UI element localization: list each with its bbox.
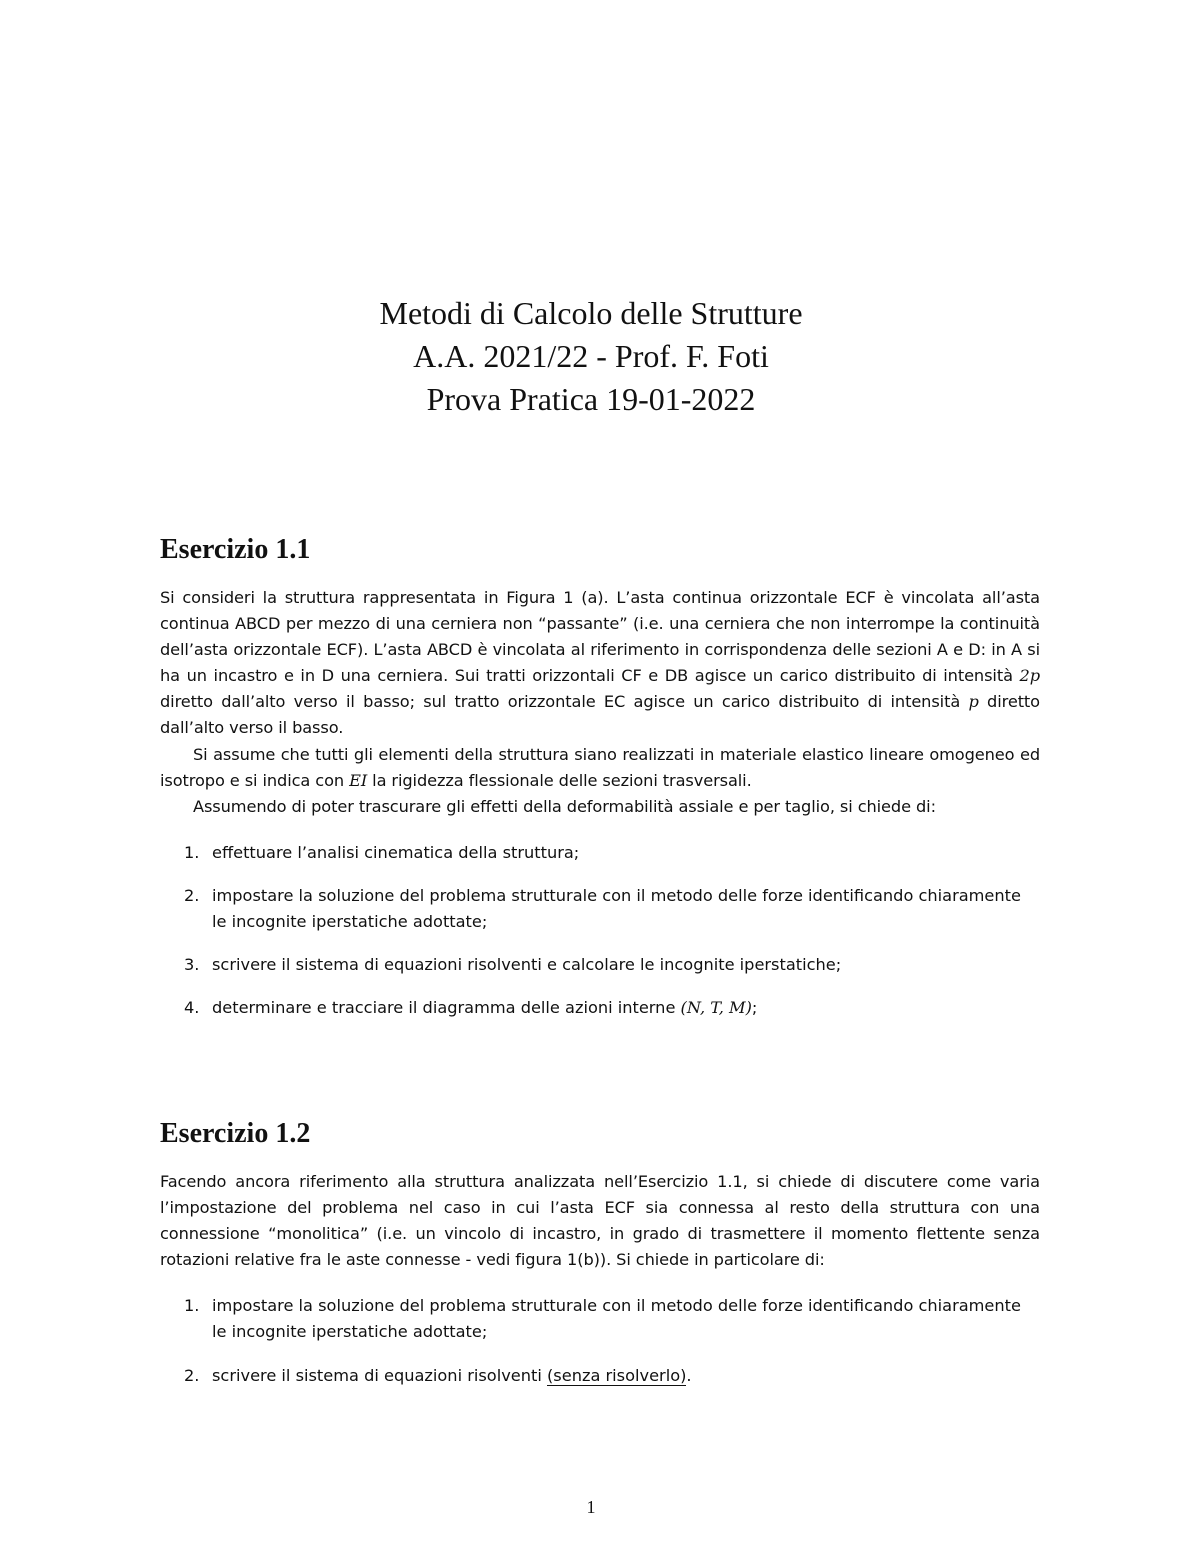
list-number: 4. — [184, 998, 200, 1018]
academic-year: A.A. 2021/22 - Prof. F. Foti — [413, 338, 769, 374]
list-number: 2. — [184, 885, 200, 905]
paragraph-text: diretto dall’alto verso il basso. — [160, 692, 1040, 738]
math-load-p: p — [968, 692, 979, 712]
list-item — [160, 1363, 1040, 1389]
list-item — [160, 1293, 1040, 1345]
exercise-1-2-task-list — [160, 1293, 1040, 1388]
paragraph-text: Assumendo di poter trascurare gli effetti della deformabilità assiale e per taglio, si chiede di: — [193, 796, 936, 816]
list-item-text: effettuare l’analisi cinematica della struttura; — [212, 842, 580, 862]
exercise-1-2-heading: Esercizio 1.2 — [160, 1118, 311, 1149]
exercise-1-1-paragraph-2 — [160, 742, 1040, 794]
document-title — [0, 292, 1182, 421]
math-load-2p: 2p — [1019, 666, 1040, 686]
list-item — [160, 883, 1040, 935]
list-item — [160, 840, 1040, 866]
exercise-1-2-paragraph-1: Facendo ancora riferimento alla struttura analizzata nell’Esercizio 1.1, si chiede di discutere come varia l’impostazione del problema nel caso in cui l’asta ECF sia connessa al resto della struttura con una connessione “monolitica” (i.e. un vincolo di incastro, in grado di trasmettere il momento flettente senza rotazioni relative fra le aste connesse - vedi figura 1(b)). Si chiede in particolare di: — [160, 1172, 1040, 1270]
list-number: 2. — [184, 1365, 200, 1385]
list-item-text: . — [686, 1365, 692, 1385]
list-item — [160, 995, 1040, 1021]
exercise-1-2-heading-wrap — [160, 1117, 1040, 1151]
exercise-1-1-task-list — [160, 840, 1040, 1021]
exercise-1-1-paragraph-3 — [160, 794, 1040, 820]
list-number: 1. — [184, 842, 200, 862]
exercise-1-1-paragraph-1 — [160, 585, 1040, 742]
list-item-text: scrivere il sistema di equazioni risolventi e calcolare le incognite iperstatiche; — [212, 955, 842, 975]
underlined-note: (senza risolverlo) — [546, 1365, 687, 1385]
course-title: Metodi di Calcolo delle Strutture — [379, 295, 803, 331]
list-item-text: scrivere il sistema di equazioni risolventi — [212, 1365, 547, 1385]
paragraph-text: Si assume che tutti gli elementi della struttura siano realizzati in materiale elastico lineare omogeneo ed isotropo e si indica con — [160, 744, 1040, 790]
exercise-1-1-heading-wrap — [160, 533, 1040, 567]
list-item-text: impostare la soluzione del problema strutturale con il metodo delle forze identificando chiaramente le incognite iperstatiche adottate; — [212, 1296, 1021, 1342]
list-number: 3. — [184, 955, 200, 975]
list-number: 1. — [184, 1296, 200, 1316]
page-number: 1 — [586, 1497, 596, 1517]
math-ei: EI — [349, 770, 368, 790]
list-item — [160, 952, 1040, 978]
paragraph-text: la rigidezza flessionale delle sezioni trasversali. — [367, 770, 752, 790]
exercise-1-2-body — [160, 1169, 1040, 1389]
exam-title: Prova Pratica 19-01-2022 — [426, 381, 756, 417]
paragraph-text: diretto dall’alto verso il basso; sul tratto orizzontale EC agisce un carico distribuito di intensità — [160, 692, 969, 712]
list-item-text: ; — [751, 998, 758, 1018]
math-internal-actions: (N, T, M) — [680, 998, 752, 1018]
exercise-1-1-heading: Esercizio 1.1 — [160, 534, 311, 565]
list-item-text: determinare e tracciare il diagramma delle azioni interne — [212, 998, 681, 1018]
exercise-1-1-body — [160, 585, 1040, 1021]
paragraph-text: Si consideri la struttura rappresentata in Figura 1 (a). L’asta continua orizzontale ECF è vincolata all’asta continua ABCD per mezzo di una cerniera non “passante” (i.e. una cerniera che non interrompe la continuità dell’asta orizzontale ECF). L’asta ABCD è vincolata al riferimento in corrispondenza delle sezioni A e D: in A si ha un incastro e in D una cerniera. Sui tratti orizzontali CF e DB agisce un carico distribuito di intensità — [160, 588, 1040, 686]
list-item-text: impostare la soluzione del problema strutturale con il metodo delle forze identificando chiaramente le incognite iperstatiche adottate; — [212, 885, 1021, 932]
